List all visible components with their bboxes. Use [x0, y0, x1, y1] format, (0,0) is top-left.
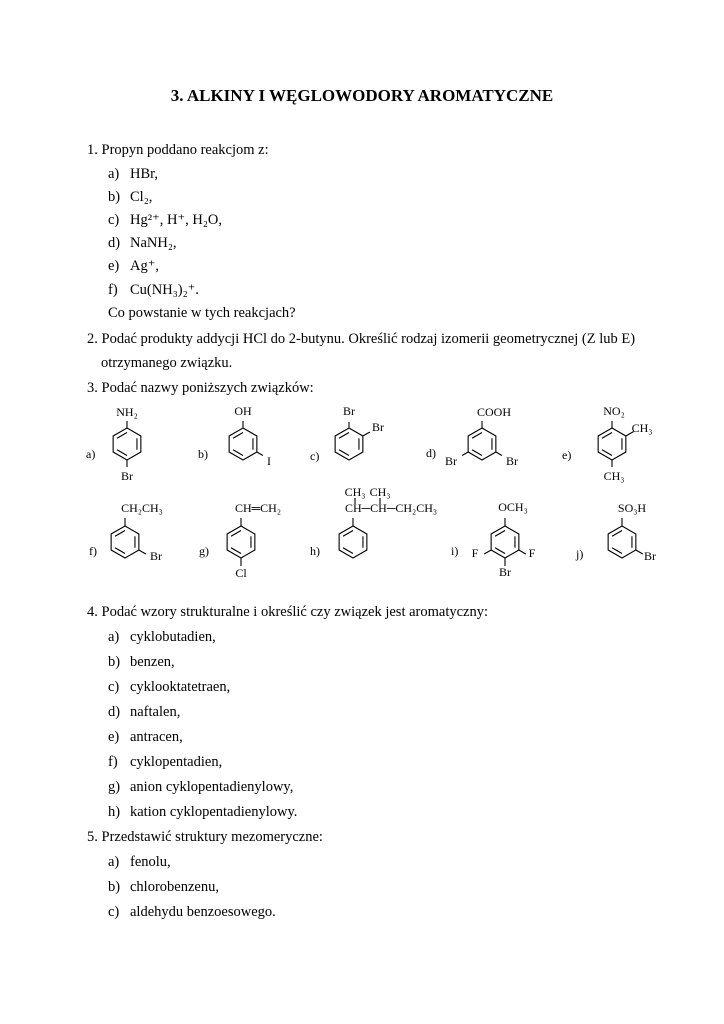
item-text: Cl₂,: [130, 189, 153, 205]
item-text: Ag⁺,: [130, 258, 159, 274]
list-item: [108, 729, 183, 746]
substituent-label: Br: [372, 420, 384, 434]
substituent-label: Br: [121, 469, 133, 483]
compound-e: [562, 404, 652, 483]
item-label: b): [108, 189, 121, 205]
item-text: Cu(NH₃)₂⁺.: [130, 282, 199, 298]
compound-label: g): [199, 544, 209, 558]
list-item: [108, 754, 222, 771]
item-text: cyklooktatetraen,: [130, 679, 231, 695]
item-label: c): [108, 679, 120, 695]
substituent-label: CH₃: [603, 469, 625, 483]
question-2-continued: otrzymanego związku.: [101, 355, 233, 371]
compound-label: f): [89, 544, 97, 558]
compound-label: h): [310, 544, 320, 558]
substituent-label: Br: [150, 549, 162, 563]
compound-b: [198, 404, 271, 468]
item-label: b): [108, 879, 121, 895]
list-item: [108, 804, 297, 821]
item-label: e): [108, 258, 120, 274]
substituent-label: OCH₃: [498, 500, 528, 514]
substituent-label: I: [267, 454, 271, 468]
item-text: HBr,: [130, 166, 159, 182]
question-3: 3. Podać nazwy poniższych związków:: [87, 380, 314, 396]
substituent-label: F: [471, 546, 479, 560]
item-label: b): [108, 654, 121, 670]
item-text: benzen,: [130, 654, 175, 670]
list-item: [108, 654, 175, 671]
item-label: a): [108, 854, 120, 870]
substituent-label: CH₃: [631, 421, 653, 435]
compound-label: c): [310, 449, 320, 463]
question-4: 4. Podać wzory strukturalne i określić czy związek jest aromatyczny:: [87, 604, 489, 620]
substituent-label: F: [528, 546, 536, 560]
substituent-label: Br: [499, 565, 511, 579]
compound-d: [426, 405, 518, 468]
page-title: 3. ALKINY I WĘGLOWODORY AROMATYCZNE: [170, 86, 554, 105]
substituent-label: CH₂CH₃: [121, 501, 163, 515]
substituent-label: Br: [343, 404, 355, 418]
compound-c: [310, 404, 384, 463]
question-2: 2. Podać produkty addycji HCl do 2-butynu. Określić rodzaj izomerii geometrycznej (Z lub E): [87, 331, 636, 347]
question-1: 1. Propyn poddano reakcjom z:: [87, 142, 269, 158]
list-item: [108, 779, 293, 796]
question-1-followup: Co powstanie w tych reakcjach?: [108, 305, 296, 321]
compound-g: [199, 501, 281, 580]
item-label: d): [108, 235, 121, 251]
item-text: kation cyklopentadienylowy.: [130, 804, 298, 820]
substituent-label: Br: [506, 454, 518, 468]
item-label: f): [108, 754, 118, 770]
item-text: cyklopentadien,: [130, 754, 223, 770]
compound-label: j): [576, 547, 584, 561]
substituent-label: COOH: [476, 405, 512, 419]
item-text: fenolu,: [130, 854, 171, 870]
substituent-label: OH: [234, 404, 252, 418]
item-text: Hg²⁺, H⁺, H₂O,: [130, 212, 222, 228]
list-item: [108, 879, 219, 896]
substituent-label: CH═CH₂: [234, 501, 282, 515]
substituent-label: NO₂: [603, 404, 625, 418]
item-text: chlorobenzenu,: [130, 879, 219, 895]
substituent-label: Br: [644, 549, 656, 563]
substituent-label: SO₃H: [617, 501, 647, 515]
item-text: NaNH₂,: [130, 235, 177, 251]
compound-i: [451, 500, 536, 579]
item-text: cyklobutadien,: [130, 629, 216, 645]
substituent-label: Cl: [235, 566, 247, 580]
compound-j: [575, 501, 656, 563]
compound-label: d): [426, 446, 436, 460]
list-item: [108, 629, 216, 646]
substituent-label: NH₂: [116, 405, 138, 419]
item-label: g): [108, 779, 121, 795]
substituent-label: CH₃: [344, 485, 366, 499]
item-text: naftalen,: [130, 704, 181, 720]
item-label: c): [108, 212, 120, 228]
compound-label: b): [198, 447, 208, 461]
compound-label: e): [562, 448, 572, 462]
list-item: [108, 679, 230, 696]
item-label: h): [108, 804, 121, 820]
item-label: e): [108, 729, 120, 745]
compound-label: a): [86, 447, 96, 461]
substituent-label: CH─CH─CH₂CH₃: [345, 501, 438, 515]
item-text: aldehydu benzoesowego.: [130, 904, 276, 920]
item-label: f): [108, 282, 118, 298]
list-item: [108, 904, 276, 921]
item-label: a): [108, 629, 120, 645]
substituent-label: Br: [445, 454, 457, 468]
question-5: 5. Przedstawić struktury mezomeryczne:: [87, 829, 323, 845]
compound-f: [89, 501, 163, 563]
item-label: a): [108, 166, 120, 182]
list-item: [108, 704, 180, 721]
compound-h: [310, 485, 437, 558]
item-text: anion cyklopentadienylowy,: [130, 779, 294, 795]
compound-label: i): [451, 544, 459, 558]
item-label: d): [108, 704, 121, 720]
substituent-label: CH₃: [369, 485, 391, 499]
item-label: c): [108, 904, 120, 920]
item-text: antracen,: [130, 729, 183, 745]
compound-a: [86, 405, 141, 483]
list-item: [108, 854, 171, 871]
